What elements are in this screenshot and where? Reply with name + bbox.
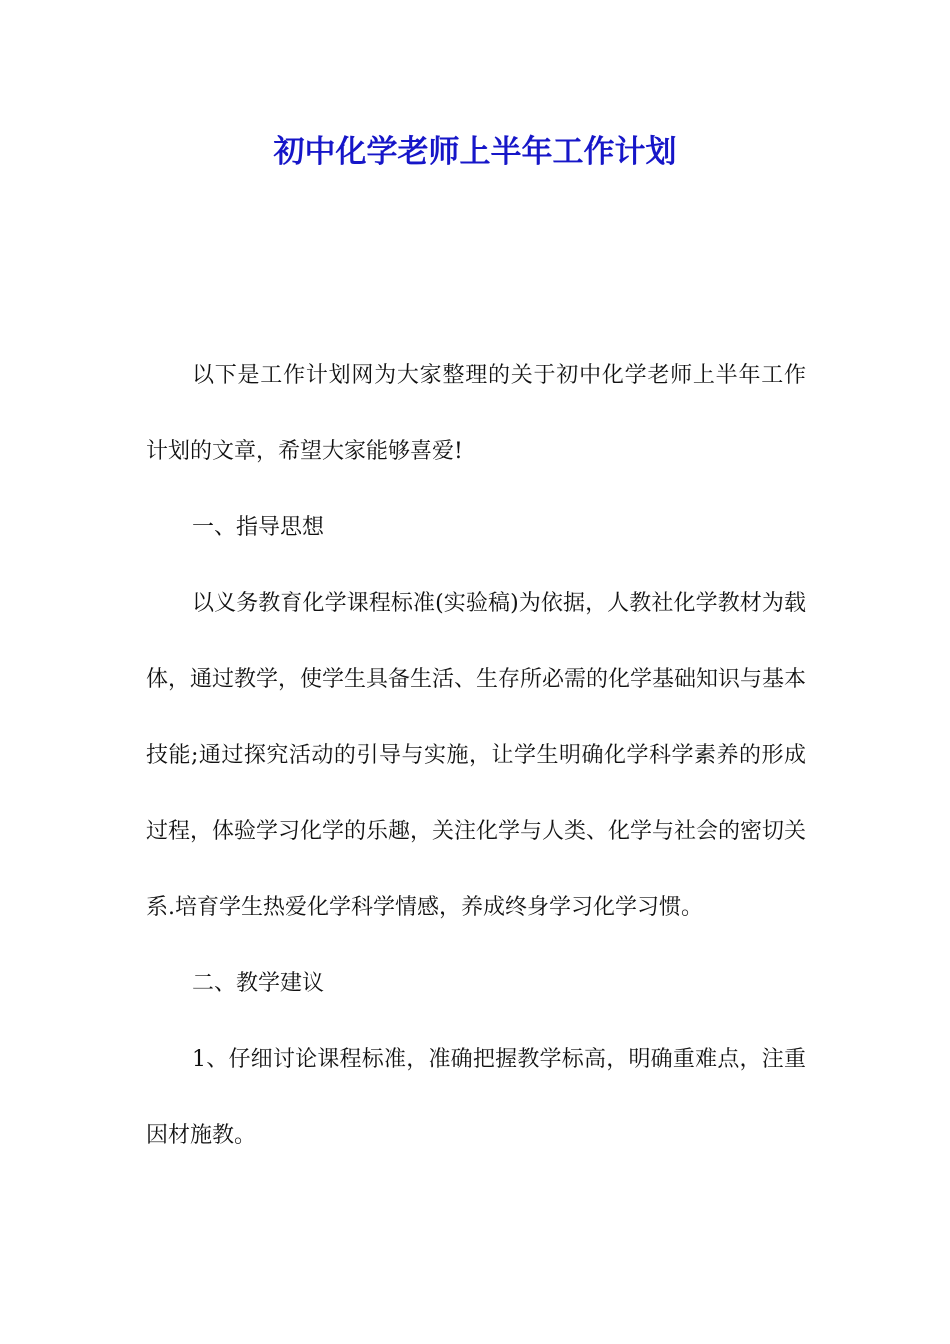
section-heading-teaching-suggestions: 二、教学建议 <box>192 971 325 996</box>
section-heading-guiding-ideology: 一、指导思想 <box>192 515 325 540</box>
paragraph-guiding-ideology: 以义务教育化学课程标准(实验稿)为依据，人教社化学教材为载体，通过教学，使学生具备生活、生存所必需的化学基础知识与基本技能;通过探究活动的引导与实施，让学生明确化学科学素养的形成过程，体验学习化学的乐趣，关注化学与人类、化学与社会的密切关系.培育学生热爱化学科学情感，养成终身学习化学习惯。 <box>146 591 807 920</box>
document-title: 初中化学老师上半年工作计划 <box>273 134 677 170</box>
paragraph-intro: 以下是工作计划网为大家整理的关于初中化学老师上半年工作计划的文章，希望大家能够喜爱! <box>146 363 806 464</box>
paragraph-suggestion-1: 1、仔细讨论课程标准，准确把握教学标高，明确重难点，注重因材施教。 <box>146 1047 806 1148</box>
document-body <box>146 338 806 1174</box>
